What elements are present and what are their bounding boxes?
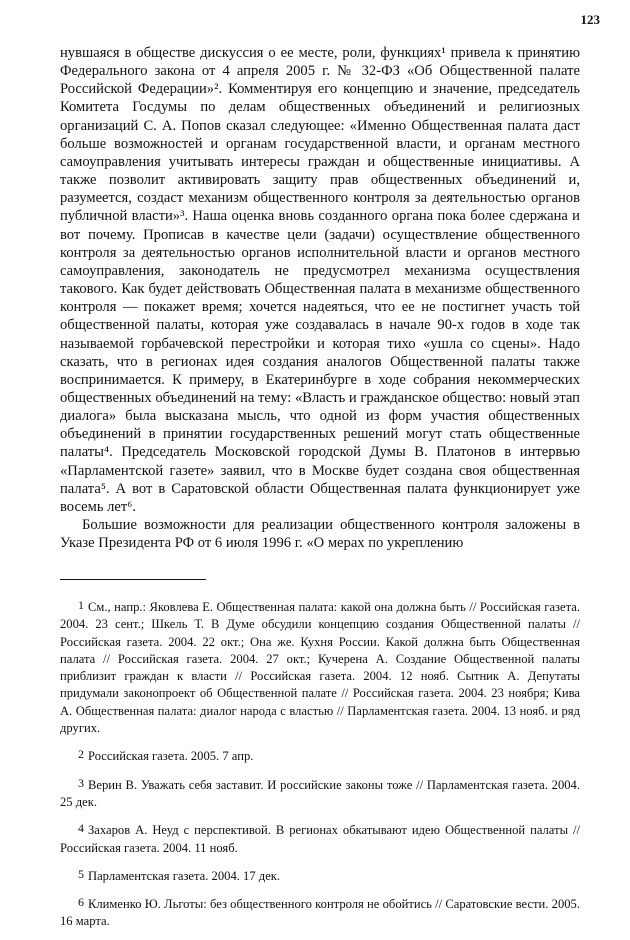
footnote-number: 1 <box>78 598 84 612</box>
footnote-number: 3 <box>78 775 84 790</box>
footnote-text: Клименко Ю. Льготы: без общественного контроля не обойтись // Саратовские вести. 2005. 16 марта. <box>60 897 580 929</box>
footnote-2 <box>60 746 580 765</box>
footnote-1 <box>60 597 580 737</box>
main-text <box>60 44 580 552</box>
paragraph-2: Большие возможности для реализации общественного контроля заложены в Указе Президента РФ от 6 июля 1996 г. «О мерах по укреплению <box>60 517 580 552</box>
footnote-separator <box>60 579 206 580</box>
page-number: 123 <box>580 12 600 27</box>
footnote-text: Российская газета. 2005. 7 апр. <box>88 749 254 764</box>
footnote-number: 5 <box>78 866 84 881</box>
footnote-text: См., напр.: Яковлева Е. Общественная палата: какой она должна быть // Российская газета. 2004. 23 сент.; Шкель Т. В Думе обсудили концепцию создания Общественной палаты // Российская газета. 2004. 22 окт.; Она же. Кухня России. Какой должна быть Общественная палата // Российская газета. 2004. 27 окт.; Кучерена А. Создание Общественной палаты приблизит граждан к власти // Российская газета. 2004. 12 нояб. Сытник А. Депутаты придумали законопроект об Общественной палате // Российская газета. 2004. 23 ноября; Кива А. Общественная палата: диалог народа с властью // Парламентская газета. 2004. 13 нояб. и ряд других. <box>60 600 580 736</box>
footnote-number: 6 <box>78 895 84 910</box>
footnote-4 <box>60 820 580 857</box>
footnote-text: Парламентская газета. 2004. 17 дек. <box>88 868 281 883</box>
footnote-text: Верин В. Уважать себя заставит. И российские законы тоже // Парламентская газета. 2004. 25 дек. <box>60 777 580 809</box>
footnotes <box>60 597 580 940</box>
footnote-6 <box>60 894 580 931</box>
footnote-5 <box>60 866 580 885</box>
footnote-3 <box>60 775 580 812</box>
footnote-number: 4 <box>78 821 84 836</box>
footnote-text: Захаров А. Неуд с перспективой. В регионах обкатывают идею Общественной палаты // Российская газета. 2004. 11 нояб. <box>60 823 580 855</box>
footnote-number: 2 <box>78 747 84 762</box>
paragraph-1: нувшаяся в обществе дискуссия о ее месте, роли, функциях¹ привела к принятию Федерального закона от 4 апреля 2005 г. № 32-ФЗ «Об Общественной палате Российской Федерации»². Комментируя его концепцию и значение, председатель Комитета Госдумы по делам общественных объединений и религиозных организаций С. А. Попов сказал следующее: «Именно Общественная палата даст больше возможностей и органам государственной власти, и органам местного самоуправления учитывать интересы граждан и общественные инициативы. А также позволит активировать защиту прав общественных объединений и, разумеется, создаст механизм общественного контроля за деятельностью органов публичной власти»³. Наша оценка вновь созданного органа пока более сдержана и вот почему. Прописав в качестве цели (задачи) осуществление общественного контроля за деятельностью органов исполнительной власти и органов местного самоуправления, законодатель не предусмотрел механизма осуществления такового. Как будет действовать Общественная палата в механизме общественного контроля — покажет время; хочется надеяться, что ее не постигнет участь той общественной палаты, которая уже создавалась в начале 90-х годов в ходе так называемой горбачевской перестройки и которая тихо «ушла со сцены». Надо сказать, что в регионах идея создания аналогов Общественной палаты также воспринимается. К примеру, в Екатеринбурге в ходе собрания некоммерческих общественных объединений на тему: «Власть и гражданское общество: новый этап диалога» была высказана мысль, что одной из форм участия общественных объединений в принятии государственных решений могут стать общественные палаты⁴. Председатель Московской городской Думы В. Платонов в интервью «Парламентской газете» заявил, что в Москве будет создана своя общественная палата⁵. А вот в Саратовской области Общественная палата функционирует уже восемь лет⁶. <box>60 45 580 515</box>
